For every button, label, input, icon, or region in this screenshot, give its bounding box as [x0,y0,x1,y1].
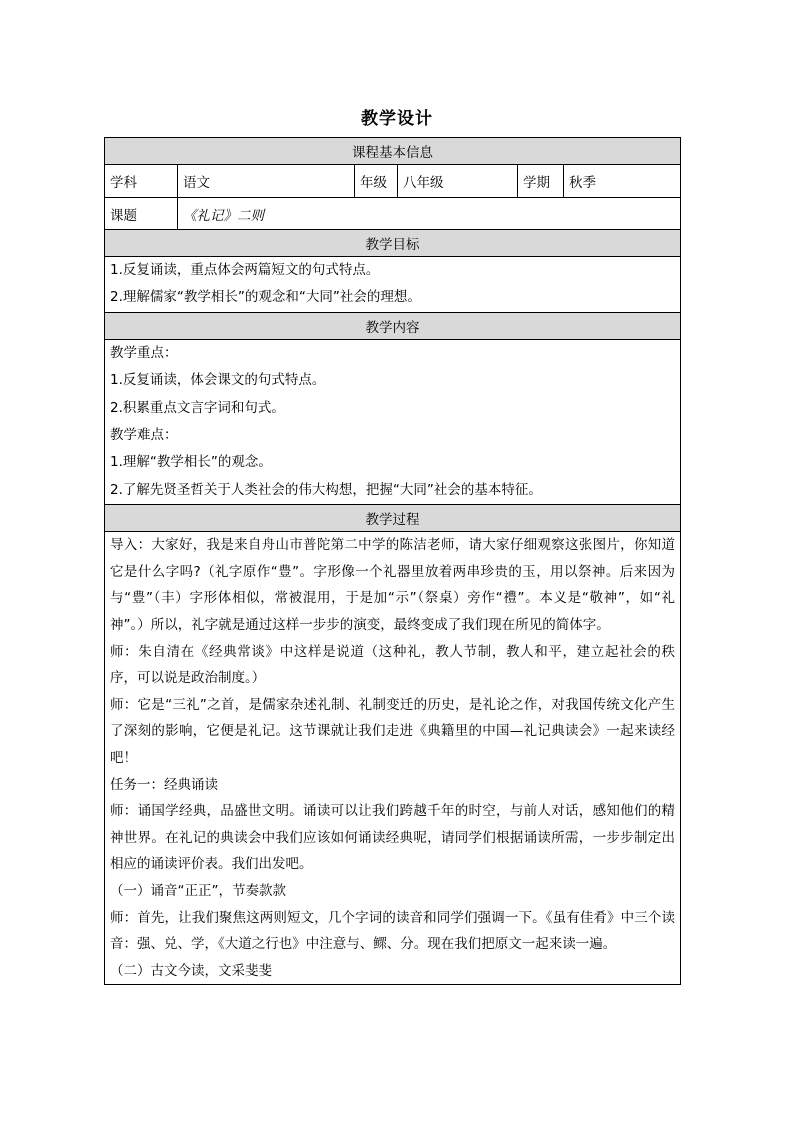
content-line: 2.了解先贤圣哲关于人类社会的伟大构想，把握“大同”社会的基本特征。 [110,481,542,498]
section-goals-row [105,230,681,257]
process-paragraph: 师：诵国学经典，品盛世文明。诵读可以让我们跨越千年的时空，与前人对话，感知他们的精神世界。在礼记的典读会中我们应该如何诵读经典呢，请同学们根据诵读所需，一步步制定出相应的诵读评价表。我们出发吧。 [110,803,676,873]
goals-cell [105,257,681,313]
content-line: 教学重点： [110,344,178,361]
process-paragraph: 导入：大家好，我是来自舟山市普陀第二中学的陈洁老师，请大家仔细观察这张图片，你知道它是什么字吗?（礼字原作“豊”。字形像一个礼器里放着两串珍贵的玉，用以祭神。后来因为与“豊”（丰）字形体相似，常被混用，于是加“示”（祭桌）旁作“禮”。本义是“敬神”，如“礼神”。）所以，礼字就是通过这样一步步的演变，最终变成了我们现在所见的简体字。 [110,537,676,634]
subject-value: 语文 [178,165,355,198]
grade-value: 八年级 [398,165,518,198]
content-row [105,339,681,504]
term-label: 学期 [518,165,564,198]
section-goals-header: 教学目标 [105,230,681,257]
content-line: 1.反复诵读，体会课文的句式特点。 [110,372,326,389]
subtask-heading: （二）古文今读，文采斐斐 [110,962,272,979]
term-value: 秋季 [564,165,681,198]
process-paragraph: 师：首先，让我们聚焦这两则短文，几个字词的读音和同学们强调一下。《虽有佳肴》中三个读音：强、兑、学，《大道之行也》中注意与、鳏、分。现在我们把原文一起来读一遍。 [110,909,676,953]
lesson-plan-table [104,137,681,985]
content-line: 2.积累重点文言字词和句式。 [110,399,285,416]
subtask-heading: （一）诵音“正正”，节奏款款 [110,882,286,899]
process-paragraph: 师：朱自清在《经典常谈》中这样是说道（这种礼，教人节制，教人和平，建立起社会的秩序，可以说是政治制度。） [110,643,676,687]
goal-item: 2.理解儒家“教学相长”的观念和“大同”社会的理想。 [110,289,421,306]
section-process-header: 教学过程 [105,505,681,532]
info-row [105,165,681,198]
content-line: 1.理解“教学相长”的观念。 [110,454,272,471]
topic-label: 课题 [105,198,178,230]
section-content-header: 教学内容 [105,312,681,339]
subject-label: 学科 [105,165,178,198]
topic-value: 《礼记》二则 [178,198,681,230]
process-cell [105,532,681,985]
grade-label: 年级 [355,165,398,198]
goal-item: 1.反复诵读，重点体会两篇短文的句式特点。 [110,262,380,278]
section-basic-info-row [105,138,681,165]
content-line: 教学难点： [110,427,178,444]
page-title: 教学设计 [361,109,433,129]
goals-row [105,257,681,313]
section-basic-info-header: 课程基本信息 [105,138,681,165]
topic-row [105,198,681,230]
process-paragraph: 师：它是“三礼”之首，是儒家杂述礼制、礼制变迁的历史，是礼论之作，对我国传统文化产生了深刻的影响，它便是礼记。这节课就让我们走进《典籍里的中国—礼记典读会》一起来读经吧！ [110,696,676,766]
section-process-row [105,505,681,532]
section-content-row [105,312,681,339]
process-row [105,532,681,985]
task-heading: 任务一：经典诵读 [110,776,218,793]
content-cell [105,339,681,504]
